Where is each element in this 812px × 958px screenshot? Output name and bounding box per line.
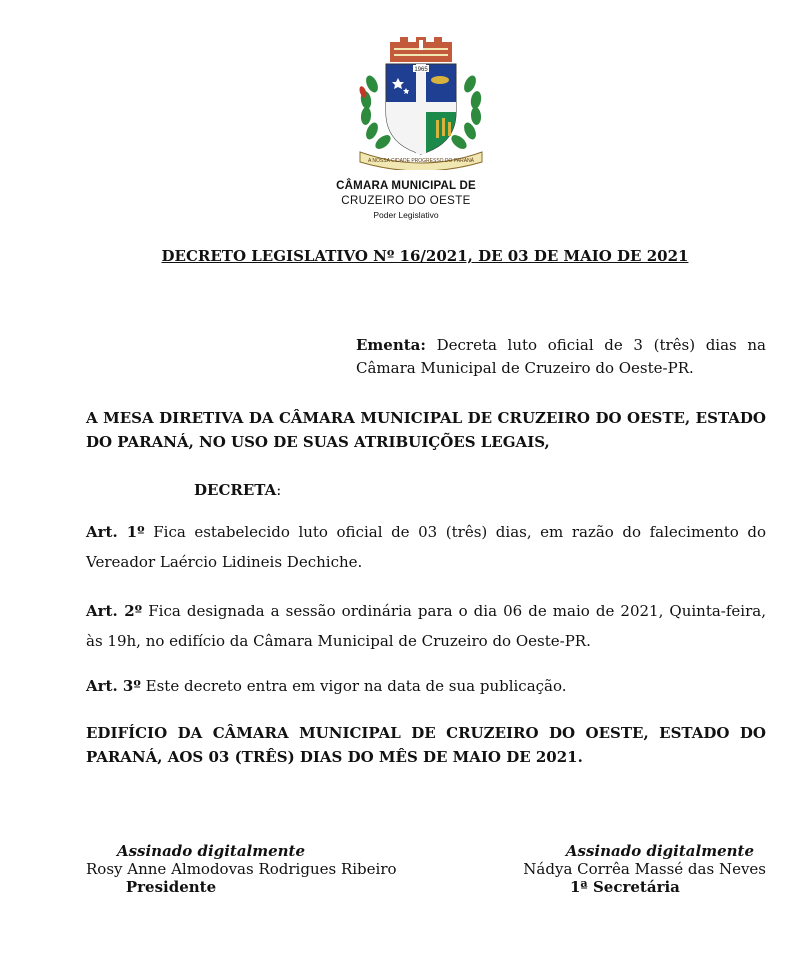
article-label: Art. 2º <box>86 602 143 620</box>
org-subtitle: Poder Legislativo <box>373 210 439 220</box>
article-label: Art. 3º <box>86 677 141 695</box>
ementa-block <box>356 334 766 380</box>
article-2 <box>86 596 766 656</box>
decree-title: DECRETO LEGISLATIVO Nº 16/2021, DE 03 DE MAIO DE 2021 <box>161 247 689 265</box>
signature-role: 1ª Secretária <box>570 878 680 896</box>
shield-icon <box>386 64 456 154</box>
article-label: Art. 1º <box>86 523 145 541</box>
article-text: Fica designada a sessão ordinária para o dia 06 de maio de 2021, Quinta-feira, às 19h, no edifício da Câmara Municipal de Cruzeiro do Oeste-PR. <box>86 602 766 650</box>
emblem-year: 1965 <box>414 67 428 73</box>
signature-block-secretary <box>520 842 770 896</box>
mural-crown-icon <box>390 37 452 62</box>
ementa-text: Decreta luto oficial de 3 (três) dias na Câmara Municipal de Cruzeiro do Oeste-PR. <box>356 336 766 377</box>
signature-caption: Assinado digitalmente <box>565 842 754 860</box>
decreta-label: DECRETA <box>194 481 277 499</box>
signature-block-president <box>86 842 406 896</box>
signature-name: Rosy Anne Almodovas Rodrigues Ribeiro <box>86 860 397 878</box>
signature-caption: Assinado digitalmente <box>116 842 306 860</box>
org-name-line2: CRUZEIRO DO OESTE <box>341 195 471 207</box>
coat-of-arms-emblem <box>350 34 492 170</box>
signature-role: Presidente <box>125 878 217 896</box>
decreta-colon: : <box>276 481 282 499</box>
preamble: A MESA DIRETIVA DA CÂMARA MUNICIPAL DE CRUZEIRO DO OESTE, ESTADO DO PARANÁ, NO USO DE SUAS ATRIBUIÇÕES LEGAIS, <box>86 409 766 451</box>
article-1 <box>86 517 766 577</box>
ementa-label: Ementa: <box>356 336 426 354</box>
decreta-heading <box>194 481 281 499</box>
article-text: Este decreto entra em vigor na data de sua publicação. <box>145 677 567 695</box>
article-text: Fica estabelecido luto oficial de 03 (três) dias, em razão do falecimento do Vereador Laércio Lidineis Dechiche. <box>86 523 766 571</box>
article-3 <box>86 675 766 698</box>
closing-statement: EDIFÍCIO DA CÂMARA MUNICIPAL DE CRUZEIRO DO OESTE, ESTADO DO PARANÁ, AOS 03 (TRÊS) DIAS DO MÊS DE MAIO DE 2021. <box>86 724 766 766</box>
signature-name: Nádya Corrêa Massé das Neves <box>523 860 766 878</box>
emblem-ribbon-text: A NOSSA CIDADE PROGRESSO DO PARANÁ <box>367 158 475 164</box>
org-name-line1: CÂMARA MUNICIPAL DE <box>336 180 476 192</box>
